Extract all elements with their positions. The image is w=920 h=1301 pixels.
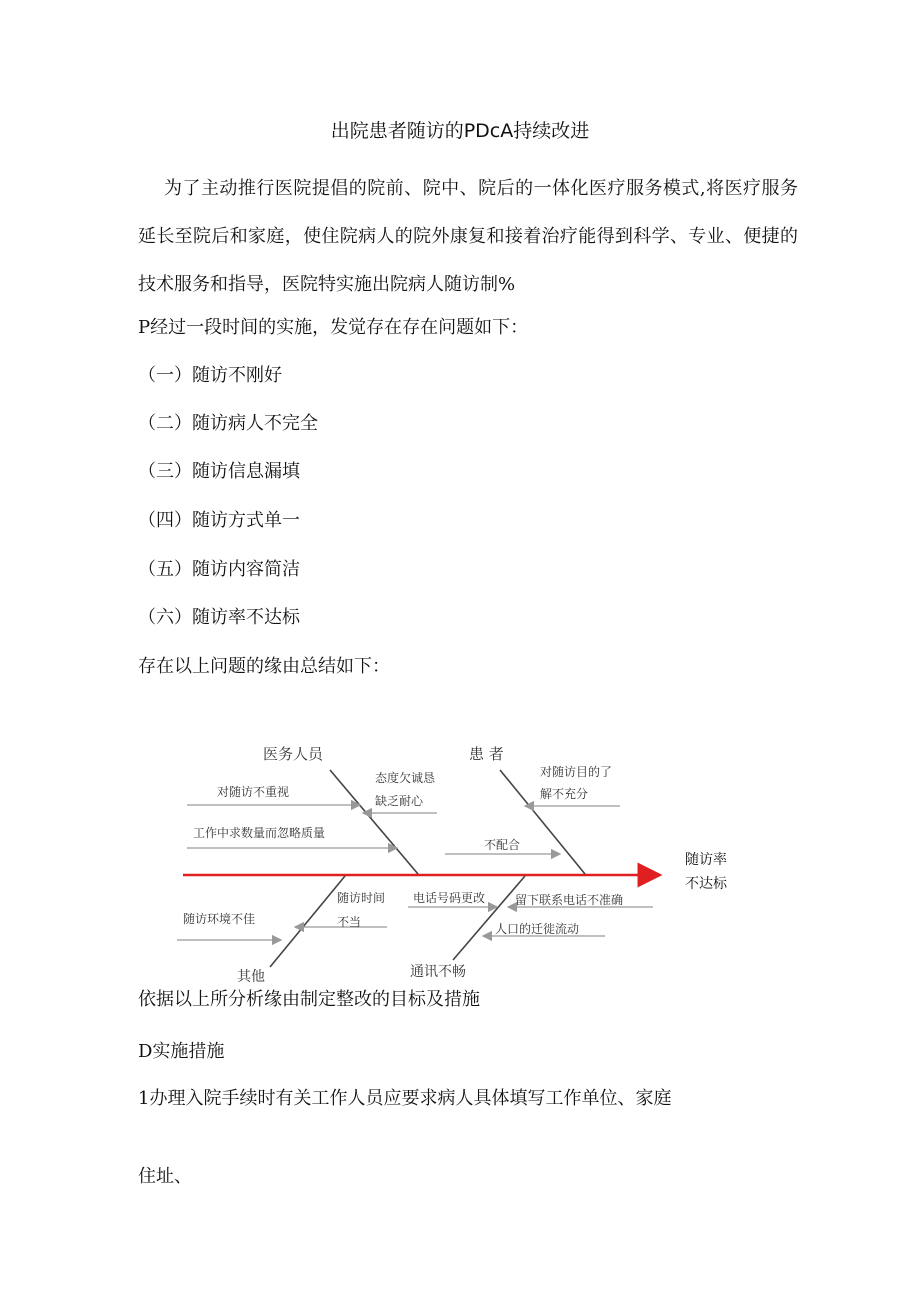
problem-item-2: （二）随访病人不完全 (138, 413, 318, 434)
effect-label-1: 随访率 (685, 852, 727, 868)
document-title: 出院患者随访的PDcA持续改进 (330, 120, 590, 142)
cause-attitude-2: 缺乏耐心 (375, 794, 424, 808)
cause-bad-env: 随访环境不佳 (183, 912, 256, 926)
cause-attitude-1: 态度欠诚恳 (375, 771, 436, 785)
category-patient: 患 者 (469, 745, 504, 763)
plan-line: P经过一段时间的实施，发觉存在存在问题如下： (138, 317, 529, 338)
measure-item-1: 1办理入院手续时有关工作人员应要求病人具体填写工作单位、家庭 (138, 1088, 672, 1109)
category-medical-staff: 医务人员 (263, 745, 324, 763)
cause-uncooperative: 不配合 (484, 838, 521, 852)
after-diagram-line: 依据以上所分析缘由制定整改的目标及措施 (138, 989, 480, 1010)
measure-item-1-continued: 住址、 (138, 1166, 192, 1187)
cause-quantity: 工作中求数量而忽略质量 (193, 826, 326, 840)
cause-purpose-1: 对随访目的了 (540, 765, 613, 779)
cause-intro: 存在以上问题的缘由总结如下： (138, 656, 390, 677)
bone-patient (500, 770, 585, 874)
bone-other (270, 876, 345, 967)
problem-item-1: （一）随访不刚好 (138, 365, 282, 386)
cause-purpose-2: 解不充分 (540, 787, 589, 801)
fishbone-diagram (175, 735, 735, 985)
do-line: D实施措施 (138, 1041, 225, 1062)
cause-phone-changed: 电话号码更改 (413, 891, 486, 905)
intro-paragraph: 为了主动推行医院提倡的院前、院中、院后的一体化医疗服务模式,将医疗服务延长至院后和家庭，使住院病人的院外康复和接着治疗能得到科学、专业、便捷的技术服务和指导，医院特实施出院病人随访制% (138, 178, 798, 295)
problem-item-3: （三）随访信息漏填 (138, 461, 300, 482)
cause-bad-time-1: 随访时间 (337, 891, 386, 905)
effect-label-2: 不达标 (685, 876, 727, 892)
cause-not-valued: 对随访不重视 (217, 785, 290, 799)
problem-item-6: （六）随访率不达标 (138, 607, 300, 628)
category-communication: 通讯不畅 (410, 964, 466, 980)
cause-population: 人口的迁徙流动 (495, 922, 580, 936)
bone-medical-staff (330, 770, 418, 874)
category-other: 其他 (237, 969, 265, 985)
problem-item-4: （四）随访方式单一 (138, 510, 300, 531)
cause-bad-time-2: 不当 (337, 915, 362, 929)
problem-item-5: （五）随访内容简洁 (138, 559, 300, 580)
cause-wrong-phone: 留下联系电话不准确 (515, 893, 624, 907)
bone-communication (453, 876, 525, 960)
